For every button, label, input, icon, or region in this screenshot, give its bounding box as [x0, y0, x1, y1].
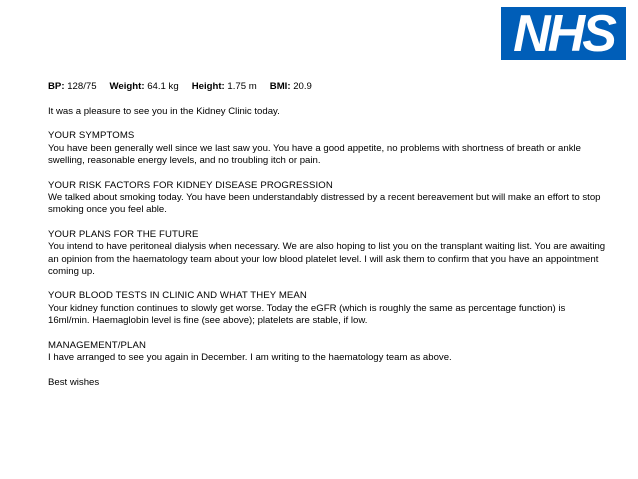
section-body: We talked about smoking today. You have been understandably distressed by a recent bereavement but will make an effort to stop smoking once you feel able.: [48, 192, 601, 216]
vital-bmi-value: 20.9: [293, 81, 312, 92]
vital-bp-value: 128/75: [67, 81, 97, 92]
vital-height: [192, 81, 257, 93]
nhs-logo: [501, 7, 626, 60]
vital-weight-label: Weight:: [109, 81, 145, 92]
greeting: It was a pleasure to see you in the Kidney Clinic today.: [48, 106, 280, 117]
section-heading: YOUR PLANS FOR THE FUTURE: [48, 228, 199, 240]
section-risk-factors: [48, 180, 608, 217]
clinic-letter: [48, 81, 608, 389]
section-body: Your kidney function continues to slowly get worse. Today the eGFR (which is roughly the same as percentage function) is 16ml/min. Haemaglobin level is fine (see above); platelets are stable, if low.: [48, 302, 566, 327]
nhs-logo-text: NHS: [513, 7, 614, 60]
section-symptoms: [48, 130, 608, 167]
section-heading: MANAGEMENT/PLAN: [48, 339, 146, 351]
section-body: You have been generally well since we last saw you. You have a good appetite, no problems with shortness of breath or ankle swelling, reasonable energy levels, and no troubling itch or pain.: [48, 142, 581, 167]
vital-height-value: 1.75 m: [227, 81, 257, 92]
vital-weight: [110, 81, 179, 93]
section-heading: YOUR RISK FACTORS FOR KIDNEY DISEASE PROGRESSION: [48, 179, 333, 191]
section-blood-tests: [48, 290, 608, 327]
section-body: I have arranged to see you again in December. I am writing to the haematology team as above.: [48, 352, 452, 364]
vital-bmi: [270, 81, 312, 93]
section-future-plans: [48, 229, 608, 279]
vital-bp-label: BP:: [48, 81, 65, 92]
vital-weight-value: 64.1 kg: [147, 81, 179, 92]
section-heading: YOUR BLOOD TESTS IN CLINIC AND WHAT THEY MEAN: [48, 290, 307, 302]
nhs-logo-graphic: [501, 7, 626, 60]
vital-bmi-label: BMI:: [269, 81, 291, 92]
vital-height-label: Height:: [191, 81, 225, 92]
section-heading: YOUR SYMPTOMS: [48, 130, 135, 142]
section-body: You intend to have peritoneal dialysis when necessary. We are also hoping to list you on the transplant waiting list. You are awaiting an opinion from the haematology team about your low blood platelet level. I will ask them to confirm that you have an appointment coming up.: [48, 241, 606, 278]
vitals-line: [48, 81, 608, 94]
signoff: Best wishes: [48, 376, 100, 388]
section-management-plan: [48, 340, 608, 365]
vital-bp: [48, 81, 97, 93]
